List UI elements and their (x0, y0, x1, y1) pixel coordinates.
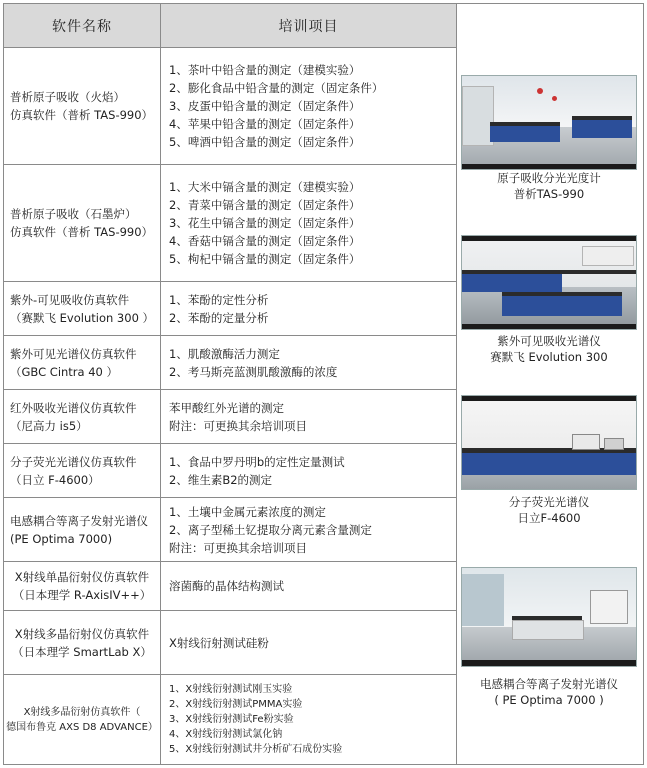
software-name-line: 紫外可见光谱仪仿真软件 (10, 346, 137, 361)
caption-line: 原子吸收分光光度计 (497, 171, 601, 185)
training-items-cell (160, 389, 457, 444)
training-items-cell (160, 164, 457, 282)
software-name-line: 电感耦合等离子发射光谱仪 (10, 513, 148, 528)
software-cell (3, 335, 161, 390)
software-cell (3, 389, 161, 444)
training-item: 1、食品中罗丹明b的定性定量测试 (169, 454, 345, 469)
caption-fluorescence (458, 494, 640, 526)
training-item: 5、X射线衍射测试井分析矿石成份实验 (169, 744, 343, 755)
software-name-line: X射线多晶衍射仪仿真软件 (14, 626, 150, 641)
training-item: 2、苯酚的定量分析 (169, 310, 269, 325)
training-item: 2、考马斯亮蓝测肌酸激酶的浓度 (169, 364, 338, 379)
training-item: 3、皮蛋中铅含量的测定（固定条件） (169, 99, 361, 113)
training-item: 2、膨化食品中铅含量的测定（固定条件） (169, 81, 384, 95)
software-cell (3, 443, 161, 498)
training-item: X射线衍射测试硅粉 (169, 635, 269, 650)
training-item: 2、离子型稀土钇提取分离元素含量测定 (169, 522, 372, 537)
lab-scene-fluorescence-image (461, 395, 637, 490)
caption-line: 分子荧光光谱仪 (508, 495, 590, 509)
training-item: 2、维生素B2的测定 (169, 472, 273, 487)
training-items-cell (160, 561, 457, 611)
software-name-line: （赛默飞 Evolution 300 ） (10, 310, 155, 325)
software-name-line: （尼高力 is5） (10, 418, 88, 433)
software-cell (3, 561, 161, 611)
training-item: 1、X射线衍射测试刚玉实验 (169, 684, 293, 695)
training-item: 3、X射线衍射测试Fe粉实验 (169, 714, 294, 725)
training-item: 2、X射线衍射测试PMMA实验 (169, 699, 303, 710)
lab-scene-aas-image (461, 75, 637, 170)
caption-line: 日立F-4600 (517, 511, 581, 525)
training-item: 1、茶叶中铅含量的测定（建模实验） (169, 63, 361, 77)
training-items-cell (160, 443, 457, 498)
training-item: 附注：可更换其余培训项目 (169, 418, 307, 433)
training-item: 5、啤酒中铅含量的测定（固定条件） (169, 135, 361, 149)
training-items-cell (160, 335, 457, 390)
training-item: 2、青菜中镉含量的测定（固定条件） (169, 198, 361, 212)
training-items-cell (160, 281, 457, 336)
training-items-cell (160, 610, 457, 675)
software-name-line: 分子荧光光谱仪仿真软件 (10, 454, 137, 469)
training-item: 1、土壤中金属元素浓度的测定 (169, 504, 326, 519)
training-item: 苯甲酸红外光谱的测定 (169, 400, 284, 415)
software-cell (3, 164, 161, 282)
training-items-cell (160, 47, 457, 165)
training-item: 溶菌酶的晶体结构测试 (169, 579, 284, 593)
training-item: 1、大米中镉含量的测定（建模实验） (169, 180, 361, 194)
software-name-line: 普析原子吸收（石墨炉） (10, 207, 137, 221)
lab-scene-uv-image (461, 235, 637, 330)
training-item: 4、香菇中镉含量的测定（固定条件） (169, 234, 361, 248)
training-item: 4、X射线衍射测试氯化钠 (169, 729, 283, 740)
software-cell (3, 674, 161, 765)
software-cell (3, 47, 161, 165)
training-items-cell (160, 497, 457, 562)
caption-line: 普析TAS-990 (513, 187, 585, 201)
training-item: 附注：可更换其余培训项目 (169, 540, 307, 555)
caption-uv (458, 333, 640, 365)
software-name-line: (PE Optima 7000) (10, 531, 113, 546)
header-software: 软件名称 (3, 3, 161, 48)
software-name-line: X射线单晶衍射仪仿真软件 (14, 570, 150, 584)
software-name-line: （日本理学 SmartLab X） (12, 644, 152, 659)
training-items-cell (160, 674, 457, 765)
software-name-line: （日本理学 R-AxisIV++） (12, 588, 152, 602)
software-name-line: 德国布鲁克 AXS D8 ADVANCE） (6, 721, 158, 733)
software-name-line: 紫外-可见吸收仿真软件 (10, 292, 130, 307)
caption-line: 紫外可见吸收光谱仪 (497, 334, 601, 348)
software-cell (3, 497, 161, 562)
software-name-line: 仿真软件（普析 TAS-990） (10, 108, 154, 122)
software-name-line: 普析原子吸收（火焰） (10, 90, 125, 104)
software-name-line: 红外吸收光谱仪仿真软件 (10, 400, 137, 415)
training-item: 1、苯酚的定性分析 (169, 292, 269, 307)
caption-line: 电感耦合等离子发射光谱仪 (480, 677, 618, 691)
caption-line: ( PE Optima 7000 ) (494, 693, 604, 707)
training-item: 4、苹果中铅含量的测定（固定条件） (169, 117, 361, 131)
software-name-line: （日立 F-4600） (10, 472, 100, 487)
header-training: 培训项目 (160, 3, 457, 48)
software-cell (3, 610, 161, 675)
caption-icp (458, 676, 640, 708)
software-name-line: X射线多晶衍射仿真软件（ (23, 706, 141, 718)
caption-aas (458, 170, 640, 202)
caption-line: 赛默飞 Evolution 300 (490, 350, 608, 364)
training-item: 3、花生中镉含量的测定（固定条件） (169, 216, 361, 230)
software-cell (3, 281, 161, 336)
software-name-line: （GBC Cintra 40 ） (10, 364, 119, 379)
software-name-line: 仿真软件（普析 TAS-990） (10, 225, 154, 239)
training-item: 1、肌酸激酶活力测定 (169, 346, 280, 361)
lab-scene-icp-image (461, 567, 637, 667)
training-item: 5、枸杞中镉含量的测定（固定条件） (169, 252, 361, 266)
